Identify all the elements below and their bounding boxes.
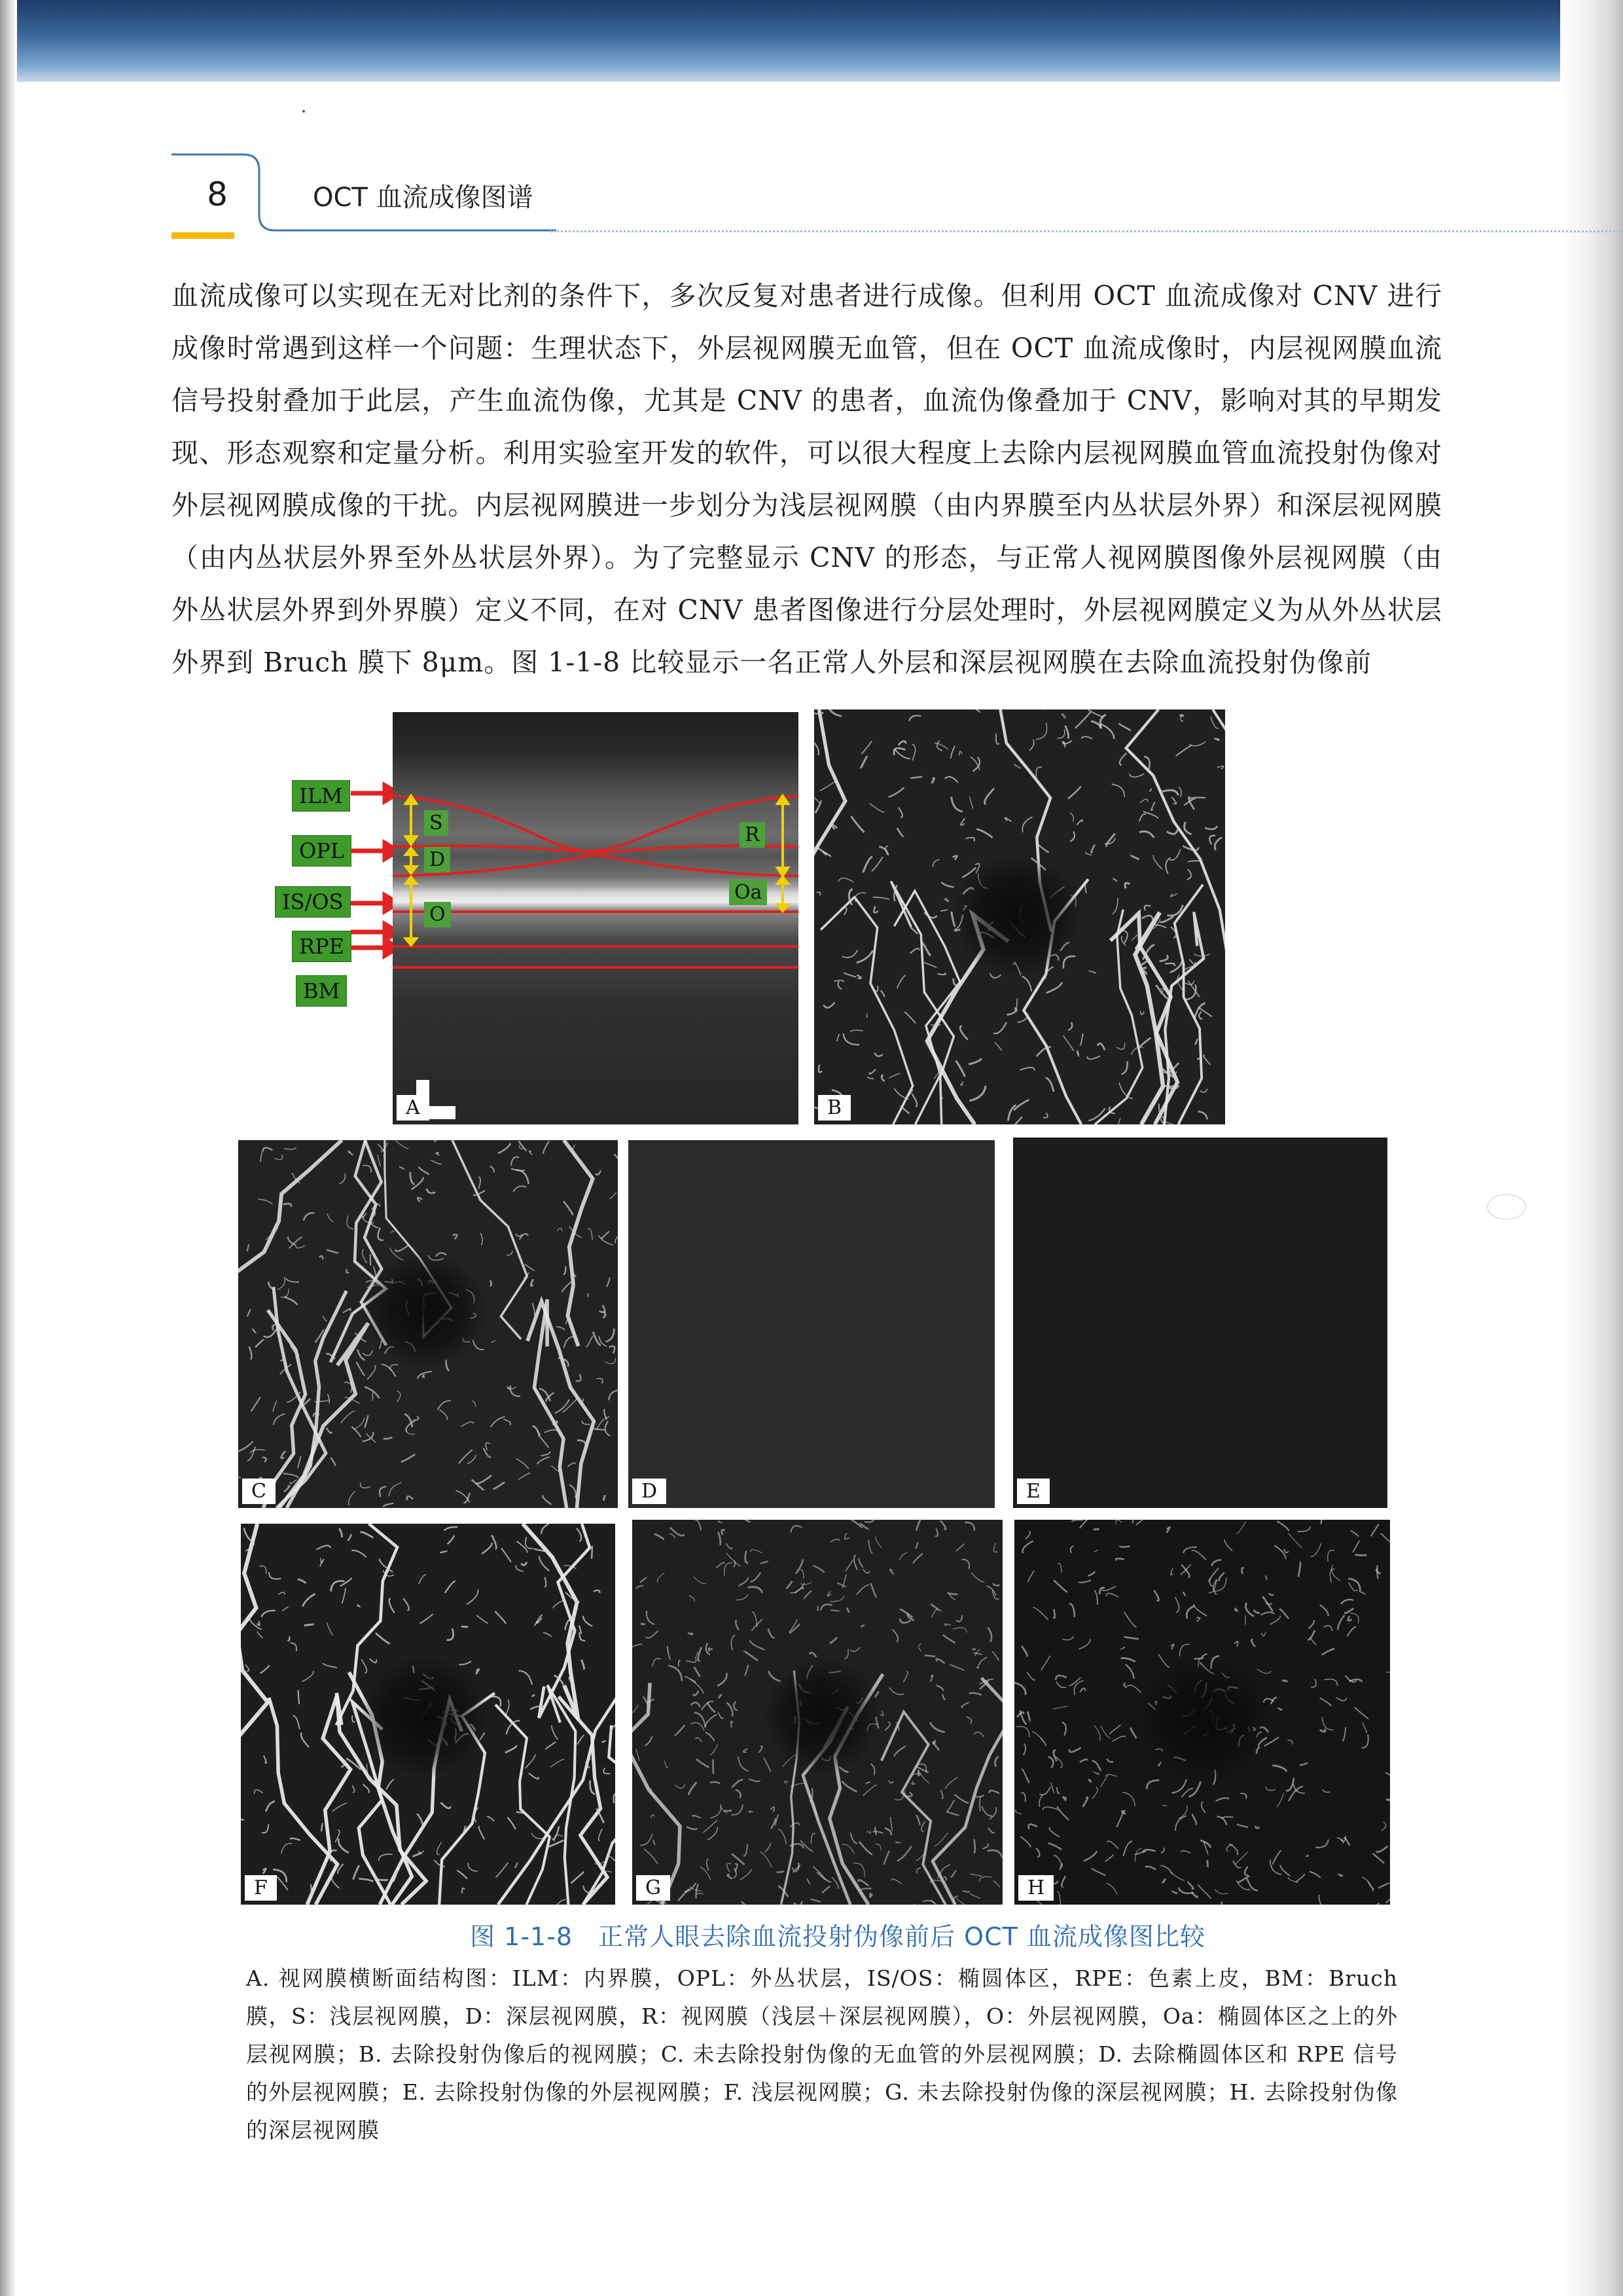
layer-tag-opl: OPL: [292, 835, 351, 867]
foveal-avascular-zone: [952, 853, 1082, 978]
figure-panel-d: [628, 1140, 995, 1508]
layer-tag-rpe: RPE: [292, 931, 351, 962]
body-paragraph: 血流成像可以实现在无对比剂的条件下，多次反复对患者进行成像。但利用 OCT 血流成像对 CNV 进行成像时常遇到这样一个问题：生理状态下，外层视网膜无血管，但在 OCT 血流成像时，内层视网膜血流信号投射叠加于此层，产生血流伪像，尤其是 CNV 的患者，血流伪像叠加于 CNV，影响对其的早期发现、形态观察和定量分析。利用实验室开发的软件，可以很大程度上去除内层视网膜血管血流投射伪像对外层视网膜成像的干扰。内层视网膜进一步划分为浅层视网膜（由内界膜至内丛状层外界）和深层视网膜（由内丛状层外界至外丛状层外界）。为了完整显示 CNV 的形态，与正常人视网膜图像外层视网膜（由外丛状层外界到外界膜）定义不同，在对 CNV 患者图像进行分层处理时，外层视网膜定义为从外丛状层外界到 Bruch 膜下 8μm。图 1-1-8 比较显示一名正常人外层和深层视网膜在去除血流投射伪像前: [171, 280, 1442, 678]
range-tag-r: R: [740, 822, 765, 848]
scan-stamp-mark: [1487, 1194, 1526, 1220]
scan-speck: [302, 110, 305, 113]
page-number: 8: [207, 175, 228, 213]
panel-label-e: E: [1017, 1479, 1050, 1504]
figure-panel-f: [241, 1524, 615, 1905]
layer-tag-ilm: ILM: [292, 780, 350, 812]
panel-label-h: H: [1018, 1875, 1054, 1901]
range-tag-o: O: [424, 902, 451, 927]
panel-label-b: B: [818, 1095, 851, 1121]
layer-tag-bm: BM: [296, 975, 347, 1007]
figure-caption-title: 图 1-1-8 正常人眼去除血流投射伪像前后 OCT 血流成像图比较: [470, 1922, 1205, 1951]
figure-panel-h: [1014, 1520, 1390, 1905]
scan-edge-left: [0, 0, 17, 2296]
range-tag-d: D: [424, 847, 450, 872]
panel-label-d: D: [632, 1479, 666, 1504]
foveal-avascular-zone: [363, 1251, 487, 1369]
figure-panel-b: [814, 709, 1225, 1124]
foveal-avascular-zone: [1139, 1657, 1270, 1782]
scan-edge-right: [1560, 0, 1623, 2296]
foveal-avascular-zone: [359, 1655, 490, 1779]
arrow-group: [347, 772, 399, 969]
panel-label-c: C: [242, 1479, 276, 1504]
panel-label-a: A: [397, 1095, 429, 1121]
page-number-underline: [171, 232, 234, 239]
figure-panel-a: [393, 712, 798, 1124]
panel-label-f: F: [245, 1875, 277, 1901]
range-tag-oa: Oa: [729, 880, 767, 905]
figure-caption-text: A. 视网膜横断面结构图：ILM：内界膜，OPL：外丛状层，IS/OS：椭圆体区，RPE：色素上皮，BM：Bruch 膜，S：浅层视网膜，D：深层视网膜，R：视网膜（浅层＋深层视网膜），O：外层视网膜，Oa：椭圆体区之上的外层视网膜；B. 去除投射伪像后的视网膜；C. 未去除投射伪像的无血管的外层视网膜；D. 去除椭圆体区和 RPE 信号的外层视网膜；E. 去除投射伪像的外层视网膜；F. 浅层视网膜；G. 未去除投射伪像的深层视网膜；H. 去除投射伪像的深层视网膜: [246, 1965, 1398, 2143]
foveal-avascular-zone: [763, 1657, 881, 1775]
figure-panel-g: [632, 1520, 1003, 1905]
figure-panel-e: [1013, 1138, 1387, 1508]
header-dotted-rule: [550, 230, 1623, 232]
panel-label-g: G: [636, 1875, 670, 1901]
running-header-title: OCT 血流成像图谱: [313, 183, 533, 213]
oct-segmentation-lines: [393, 712, 798, 1124]
figure-panel-c: [238, 1140, 618, 1508]
layer-tag-isos: IS/OS: [275, 886, 351, 918]
scan-edge-top: [0, 0, 1623, 82]
range-tag-s: S: [424, 810, 448, 836]
